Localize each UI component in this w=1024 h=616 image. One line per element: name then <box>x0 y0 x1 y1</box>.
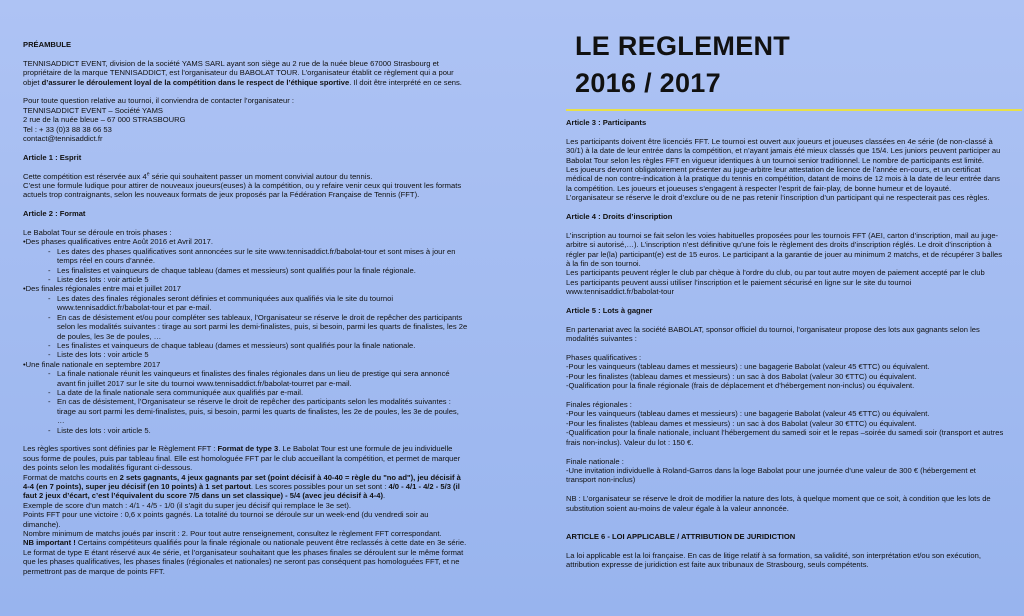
preambule-paragraph: TENNISADDICT EVENT, division de la société YAMS SARL ayant son siège au 2 rue de la nuée bleue 67000 Strasbourg et propriétaire de la marque TENNISADDICT, est l’organisateur du BABOLAT TOUR. L’organisateur établit ce règlement qui a pour objet d’assurer le déroulement loyal de la compétition dans le respect de l’éthique sportive. Il doit être interprété en ce sens. <box>23 58 462 87</box>
article3-paragraph: Les joueurs devront obligatoirement présenter au juge-arbitre leur attestation de licence de l’année en-cours, et un certificat médical de non contre-indication à la pratique du tennis en compétition, datant de moins de 12 mois à la date de leur entrée dans la compétition. Les joueurs et joueuses s’engagent à respecter l’esprit de fair-play, de bonne humeur et de loyauté. <box>566 165 1000 193</box>
article2-intro: Le Babolat Tour se déroule en trois phases : <box>23 228 172 238</box>
phase3-list <box>23 369 468 435</box>
contact-line: Tel : + 33 (0)3 88 38 66 53 <box>23 124 112 134</box>
article4-paragraph: L’inscription au tournoi se fait selon les voies habituelles proposées pour les tournois FFT (AEI, carton d’inscription, mail au juge-arbitre si autorisé,…). L’inscription n’est définitive qu’une fois le règlement des droits d’inscription réglés. Le droit d’inscription à régler par le(la) participant(e) est de 15 euros. Le participant a la garantie de jouer au minimum 2 matchs, et de récupérer 3 balles à la fin de son tournoi. <box>566 230 1003 269</box>
list-item: - Liste des lots : voir article 5. <box>57 426 468 435</box>
page-title <box>575 28 790 102</box>
rules-nb: NB important ! Certains compétiteurs qualifiés pour la finale régionale ou nationale peuvent être reclassés à cette date en 3e série. Le format de type E étant réservé aux 4e série, et l’organisateur souhaitant que les phases finales se déroulent sur le même format que les phases qualificatives, les phases finales (régionales et nationales) ne seront pas conséquent pas homologuées FFT, et ne permettront pas de marque de points FFT. <box>23 538 467 576</box>
phase-qualificative: •Des phases qualificatives entre Août 2016 et Avril 2017. <box>23 237 213 247</box>
list-item: - En cas de désistement et/ou pour compléter ses tableaux, l’Organisateur se réserve le droit de repêcher des participants selon les modalités suivantes : tirage au sort parmi les demi-finalistes, puis, si besoin, parmi les quarts de finalistes, les 2e de poules, les 3e de poules, … <box>57 313 468 341</box>
rules-paragraph: Les règles sportives sont définies par le Règlement FFT : Format de type 3. Le Babolat Tour est une formule de jeu individuelle sous forme de poules, puis par tableau final. Elle est homologuée FFT par le club accueillant la compétition, et permet de marquer des points selon les modalités figurant ci-dessous. <box>23 444 461 473</box>
rules-format: Format de matchs courts en 2 sets gagnants, 4 jeux gagnants par set (point décisif à 40-40 = règle du "no ad"), jeu décisif à 4-4 (en 7 points), super jeu décisif (en 10 points) à 1 set partout. Les scores possibles pour un set sont : 4/0 - 4/1 - 4/2 - 5/3 (il faut 2 jeux d’écart, c’est l’équivalent du score 7/5 dans un set classique) - 5/4 (avec jeu décisif à 4-4). <box>23 472 461 501</box>
right-column <box>566 118 1006 569</box>
article3-header: Article 3 : Participants <box>566 118 647 127</box>
national-header: Finale nationale : <box>566 456 624 466</box>
phase-nationale: •Une finale nationale en septembre 2017 <box>23 359 161 369</box>
qualif-header: Phases qualificatives : <box>566 353 642 363</box>
prize-nb: NB : L’organisateur se réserve le droit de modifier la nature des lots, à quelque moment que ce soit, à condition que les lots de substitution soient au-moins de valeur égale à la valeur annoncée. <box>566 494 991 513</box>
phase1-list <box>23 247 468 285</box>
list-item: - Liste des lots : voir article 5 <box>57 350 468 359</box>
article4-paragraph: Les participants peuvent aussi utiliser l’inscription et le paiement sécurisé en ligne sur le site du tournoi www.tennisaddict.fr/babolat-tour <box>566 277 912 297</box>
regional-header: Finales régionales : <box>566 400 632 410</box>
article4-header: Article 4 : Droits d’inscription <box>566 212 673 222</box>
left-column <box>23 40 468 576</box>
article6-header: ARTICLE 6 - LOI APPLICABLE / ATTRIBUTION DE JURIDICTION <box>566 531 796 541</box>
list-item: - La date de la finale nationale sera communiquée aux qualifiés par e-mail. <box>57 388 468 397</box>
contact-line: TENNISADDICT EVENT – Société YAMS <box>23 105 163 115</box>
prize-line: -Qualification pour la finale régionale (frais de déplacement et d’hébergement non-inclus) ou équivalent. <box>566 381 915 391</box>
list-item: - Liste des lots : voir article 5 <box>57 275 468 284</box>
list-item: - Les dates des finales régionales seront définies et communiquées aux qualifiés via le site du tournoi www.tennisaddict.fr/babolat-tour et par e-mail. <box>57 294 468 313</box>
phase2-list <box>23 294 468 360</box>
prize-line: -Qualification pour la finale nationale, incluant l’hébergement du samedi soir et le repas –soirée du samedi soir (transport et autres frais non-inclus). Valeur du lot : 150 €. <box>566 428 1004 447</box>
article1-paragraph: Cette compétition est réservée aux 4e série qui souhaitent passer un moment convivial autour du tennis. <box>23 171 373 181</box>
article1-paragraph: C’est une formule ludique pour attirer de nouveaux joueurs(euses) à la compétition, ou y refaire venir ceux qui trouvent les formats actuels trop contraignants, selon les nouveaux formats de jeux proposés par la Fédération Française de Tennis (FFT). <box>23 181 462 200</box>
rules-example: Exemple de score d’un match : 4/1 - 4/5 - 1/0 (il s’agit du super jeu décisif qui remplace le 3e set). <box>23 500 351 510</box>
article4-paragraph: Les participants peuvent régler le club par chèque à l’ordre du club, ou par tout autre moyen de paiement accepté par le club <box>566 268 985 278</box>
contact-line: 2 rue de la nuée bleue – 67 000 STRASBOURG <box>23 115 186 125</box>
article3-paragraph: Les participants doivent être licenciés FFT. Le tournoi est ouvert aux joueurs et joueuses classées en 4e série (de non-classé à 30/1) à la date de leur entrée dans la compétition, et n’ayant jamais été mieux classés que 15/4. Les juniors peuvent participer au Babolat Tour selon les règles FFT en vigueur identiques à un tournoi senior traditionnel. Le nombre de participants est limité. <box>566 136 1001 165</box>
contact-intro: Pour toute question relative au tournoi, il conviendra de contacter l’organisateur : <box>23 96 295 106</box>
article5-intro: En partenariat avec la société BABOLAT, sponsor officiel du tournoi, l’organisateur propose des lots aux gagnants selon les modalités suivantes : <box>566 324 980 344</box>
article5-header: Article 5 : Lots à gagner <box>566 306 653 316</box>
list-item: - Les dates des phases qualificatives sont annoncées sur le site www.tennisaddict.fr/babolat-tour et sont mises à jour en temps réel en cours d’année. <box>57 247 468 266</box>
list-item: - Les finalistes et vainqueurs de chaque tableau (dames et messieurs) sont qualifiés pour la finale régionale. <box>57 266 468 275</box>
article6-paragraph: La loi applicable est la loi française. En cas de litige relatif à sa formation, sa validité, son interprétation et/ou son exécution, attribution expresse de juridiction est faite aux tribunaux de Strasbourg, seuls compétents. <box>566 550 981 569</box>
contact-email: contact@tennisaddict.fr <box>23 134 103 144</box>
prize-line: -Pour les vainqueurs (tableau dames et messieurs) : une bagagerie Babolat (valeur 45 €TTC) ou équivalent. <box>566 409 930 419</box>
page-title-line2: 2016 / 2017 <box>575 68 721 98</box>
list-item: - La finale nationale réunit les vainqueurs et finalistes des finales régionales dans un lieu de prestige qui sera annoncé avant fin juillet 2017 sur le site du tournoi www.tennisaddict.fr/babolat-tourret par e-mail. <box>57 369 468 388</box>
prize-line: -Pour les vainqueurs (tableau dames et messieurs) : une bagagerie Babolat (valeur 45 €TTC) ou équivalent. <box>566 362 930 372</box>
title-divider <box>566 109 1022 111</box>
page-title-line1: LE REGLEMENT <box>575 31 791 61</box>
prize-line: -Une invitation individuelle à Roland-Garros dans la loge Babolat pour une journée d’une valeur de 300 € (hébergement et transport non-inclus) <box>566 465 976 485</box>
list-item: - En cas de désistement, l’Organisateur se réserve le droit de repêcher des participants selon les modalités suivantes : tirage au sort parmi les demi-finalistes, puis, si besoin, parmi les quarts de finalistes, les 2e de poules, les 3e de poules, … <box>57 397 468 425</box>
article2-header: Article 2 : Format <box>23 209 86 219</box>
prize-line: -Pour les finalistes (tableau dames et messieurs) : un sac à dos Babolat (valeur 30 €TTC) ou équivalent. <box>566 418 917 428</box>
rules-minimum: Nombre minimum de matchs joués par inscrit : 2. Pour tout autre renseignement, consultez le règlement FFT correspondant. <box>23 529 442 539</box>
preambule-header: PRÉAMBULE <box>23 40 72 49</box>
article1-header: Article 1 : Esprit <box>23 152 82 162</box>
list-item: - Les finalistes et vainqueurs de chaque tableau (dames et messieurs) sont qualifiés pour la finale nationale. <box>57 341 468 350</box>
rules-points: Points FFT pour une victoire : 0,6 x points gagnés. La totalité du tournoi se déroule sur un week-end (du vendredi soir au dimanche). <box>23 510 429 529</box>
prize-line: -Pour les finalistes (tableau dames et messieurs) : un sac à dos Babolat (valeur 30 €TTC) ou équivalent. <box>566 371 917 381</box>
article3-paragraph: L’organisateur se réserve le droit d’exclure ou de ne pas retenir l’inscription d’un participant qui ne respecterait pas ces règles. <box>566 193 990 203</box>
phase-regionale: •Des finales régionales entre mai et juillet 2017 <box>23 284 181 294</box>
